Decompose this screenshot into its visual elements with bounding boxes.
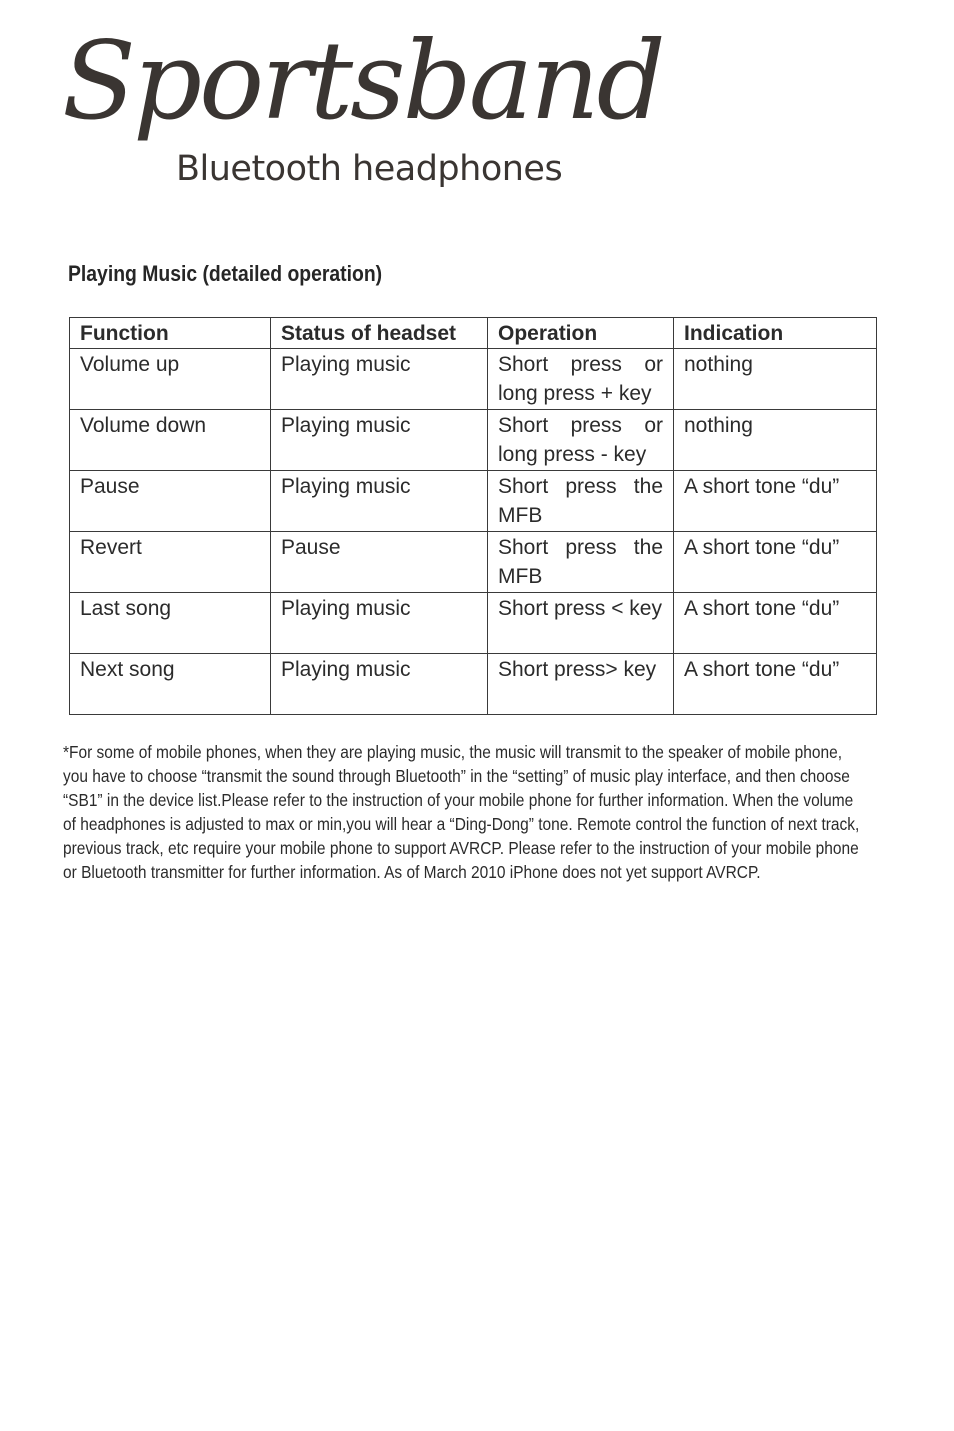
footnote-line: *For some of mobile phones, when they are playing music, the music will transmit to the speaker of mobile phone, xyxy=(63,742,843,762)
cell-function: Pause xyxy=(70,471,271,532)
table-row xyxy=(70,593,877,654)
cell-status: Pause xyxy=(271,532,488,593)
footnote-line: “SB1” in the device list.Please refer to the instruction of your mobile phone for further information. When the volume xyxy=(63,790,854,810)
footnote-line: of headphones is adjusted to max or min,you will hear a “Ding-Dong” tone. Remote control the function of next track, xyxy=(63,814,860,834)
cell-function: Next song xyxy=(70,654,271,715)
cell-operation: Short press> key xyxy=(488,654,674,715)
cell-operation: Short press < key xyxy=(488,593,674,654)
cell-status: Playing music xyxy=(271,349,488,410)
table-row xyxy=(70,410,877,471)
cell-function: Revert xyxy=(70,532,271,593)
cell-operation: Short press the MFB xyxy=(488,532,674,593)
cell-status: Playing music xyxy=(271,654,488,715)
footnote-line: or Bluetooth transmitter for further information. As of March 2010 iPhone does not yet support AVRCP. xyxy=(63,862,761,882)
header-function: Function xyxy=(70,318,271,349)
table-row xyxy=(70,654,877,715)
cell-indication: A short tone “du” xyxy=(674,593,877,654)
section-title: Playing Music (detailed operation) xyxy=(68,261,383,286)
footnote-line: previous track, etc require your mobile phone to support AVRCP. Please refer to the instruction of your mobile phone xyxy=(63,838,859,858)
cell-function: Last song xyxy=(70,593,271,654)
table-row xyxy=(70,471,877,532)
cell-function: Volume down xyxy=(70,410,271,471)
header-operation: Operation xyxy=(488,318,674,349)
cell-status: Playing music xyxy=(271,410,488,471)
cell-indication: A short tone “du” xyxy=(674,471,877,532)
brand-subtitle: Bluetooth headphones xyxy=(176,149,563,189)
header-indication: Indication xyxy=(674,318,877,349)
footnote-line: you have to choose “transmit the sound through Bluetooth” in the “setting” of music play interface, and then choose xyxy=(63,766,850,786)
cell-operation: Short press the MFB xyxy=(488,471,674,532)
cell-indication: nothing xyxy=(674,410,877,471)
table-row xyxy=(70,349,877,410)
header-status: Status of headset xyxy=(271,318,488,349)
cell-indication: nothing xyxy=(674,349,877,410)
cell-indication: A short tone “du” xyxy=(674,532,877,593)
cell-status: Playing music xyxy=(271,593,488,654)
table-row xyxy=(70,532,877,593)
cell-indication: A short tone “du” xyxy=(674,654,877,715)
table-header-row xyxy=(70,318,877,349)
cell-status: Playing music xyxy=(271,471,488,532)
brand-logo-script: Sportsband xyxy=(62,19,663,144)
cell-operation: Short press or long press + key xyxy=(488,349,674,410)
footnote xyxy=(63,740,904,884)
operation-table xyxy=(69,317,877,715)
cell-function: Volume up xyxy=(70,349,271,410)
cell-operation: Short press or long press - key xyxy=(488,410,674,471)
